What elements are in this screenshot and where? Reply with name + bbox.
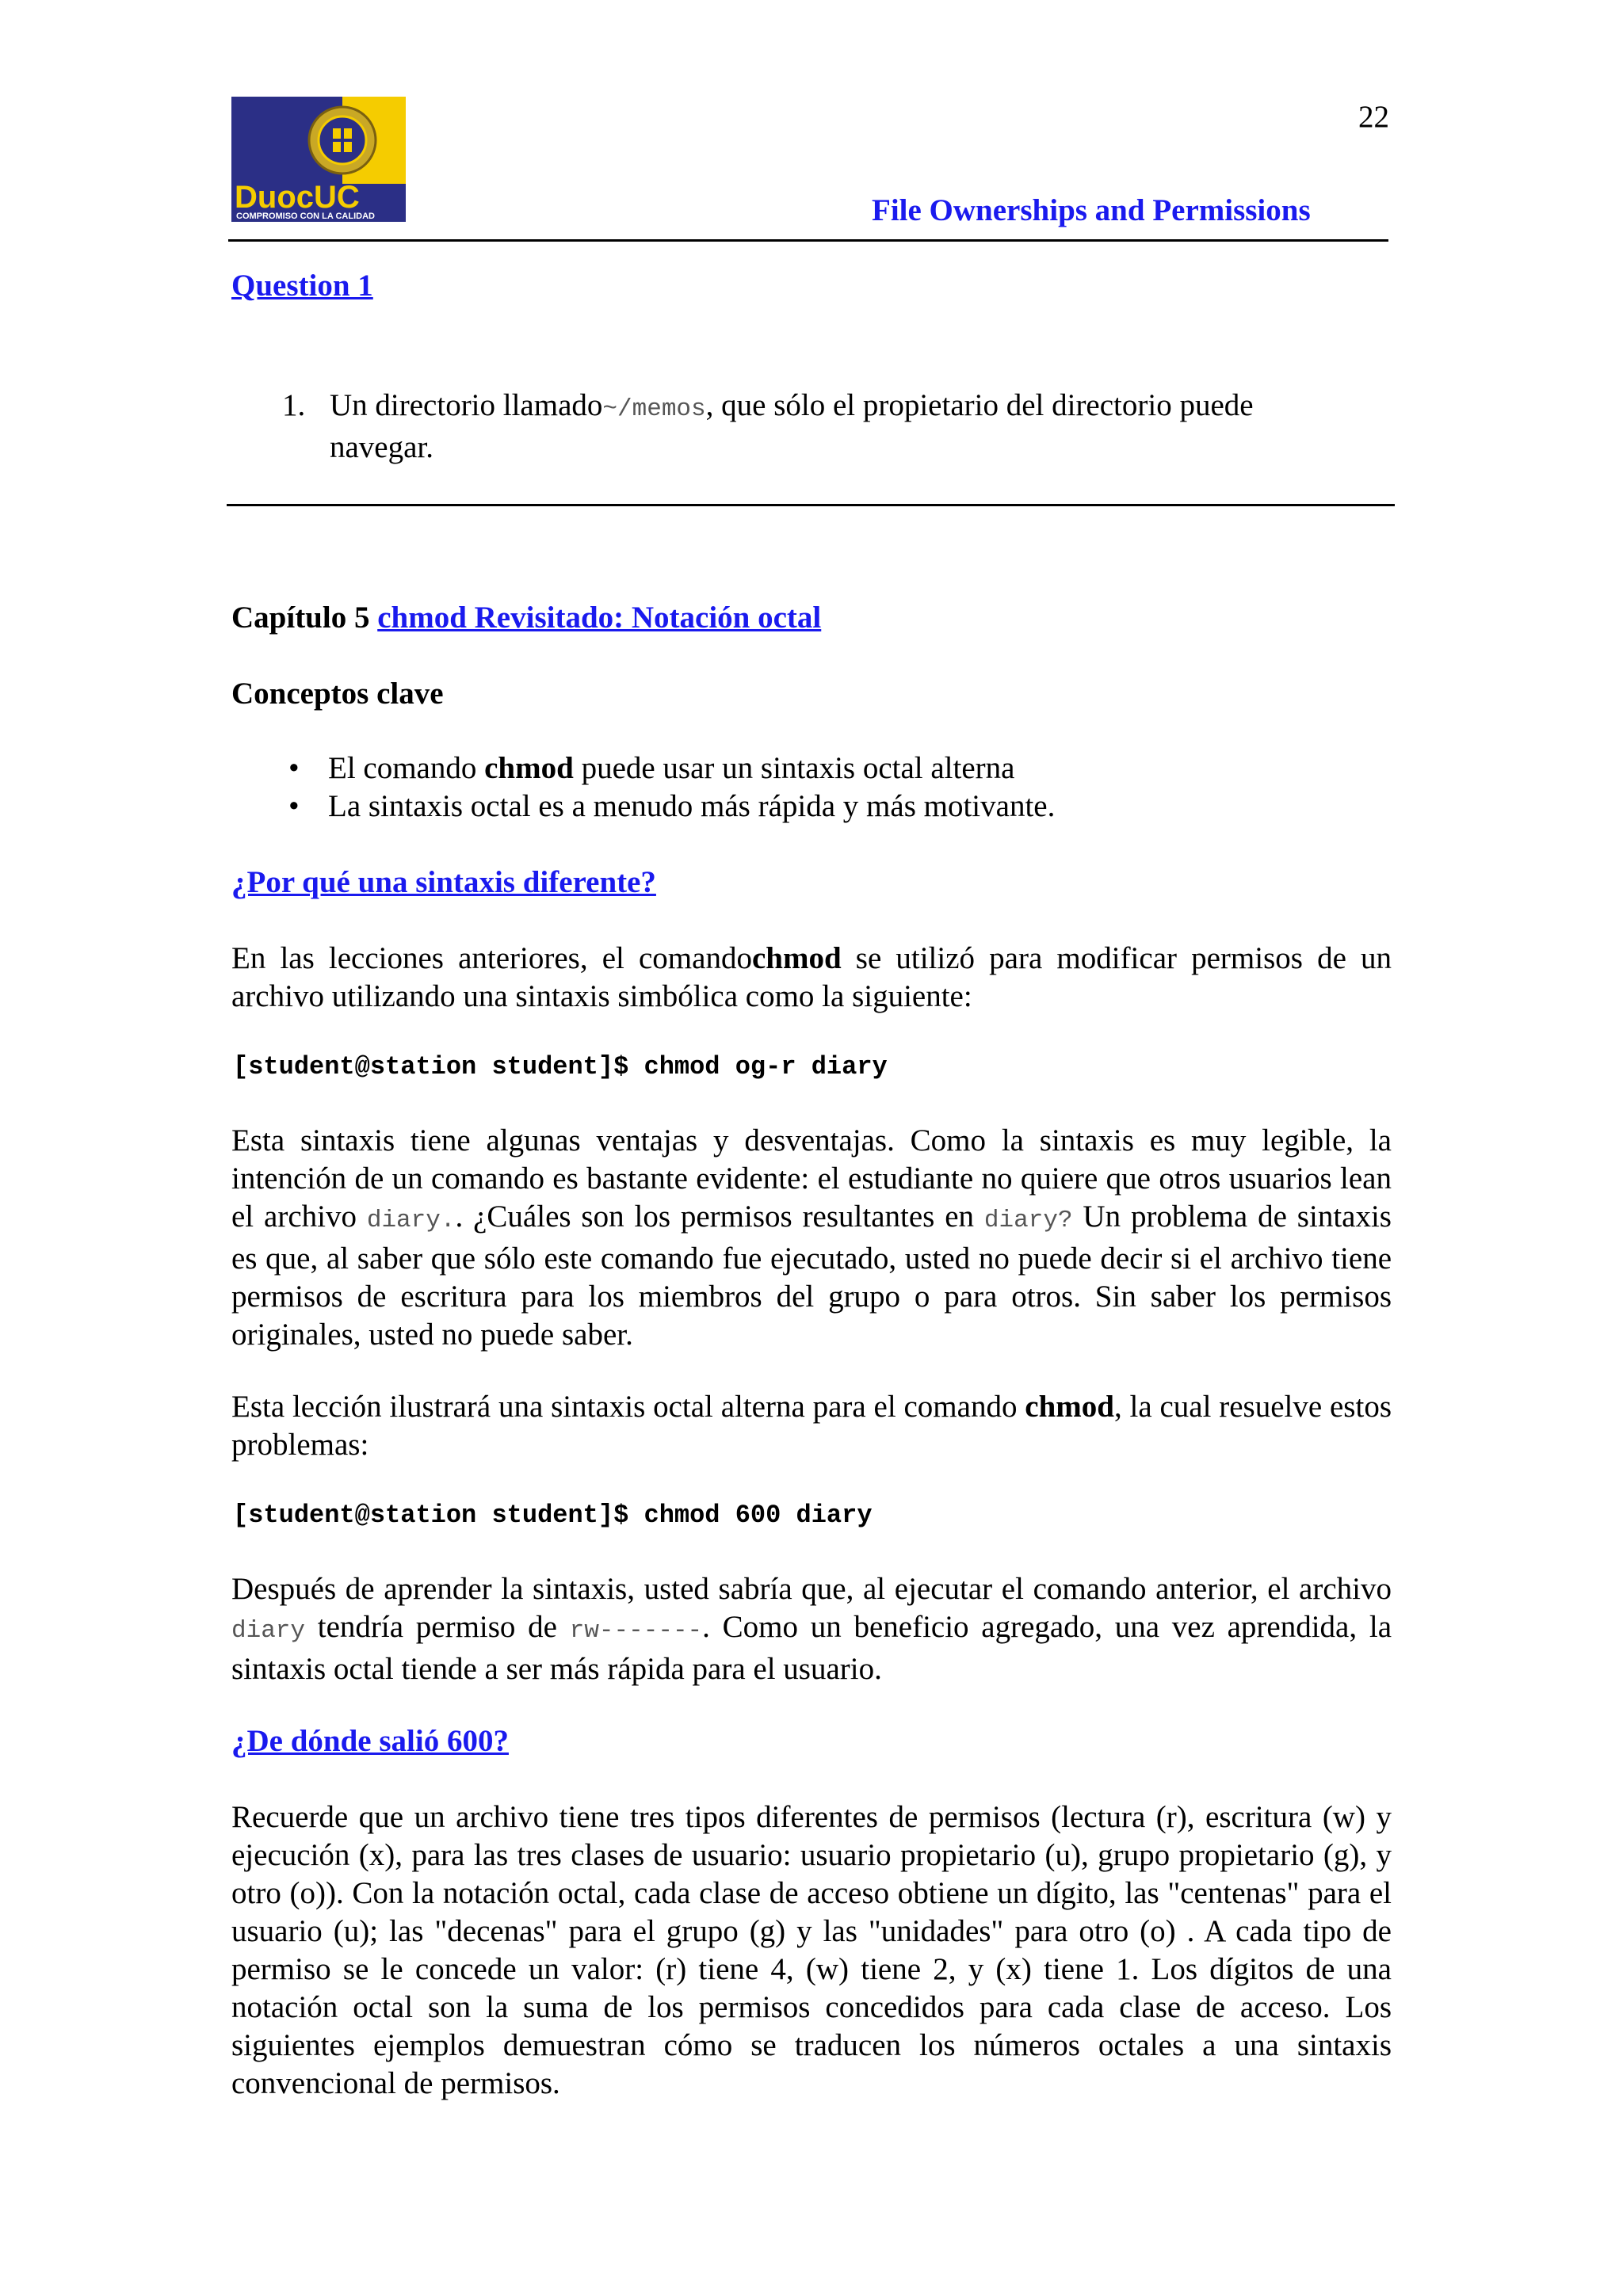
svg-text:DuocUC: DuocUC [235, 180, 360, 215]
paragraph-text: En las lecciones anteriores, el comando [231, 941, 752, 975]
paragraph [231, 1388, 1392, 1464]
command-line: [student@station student]$ chmod 600 diary [233, 1501, 873, 1530]
chapter-title-link[interactable]: chmod Revisitado: Notación octal [377, 601, 822, 635]
section-title: File Ownerships and Permissions [872, 193, 1311, 227]
paragraph-text: . ¿Cuáles son los permisos resultantes en [455, 1199, 984, 1234]
bullet-text: La sintaxis octal es a menudo más rápida y más motivante. [328, 789, 1056, 823]
paragraph [231, 940, 1392, 1016]
list-item [231, 749, 1388, 788]
question-text-part: Un directorio llamado [330, 388, 603, 422]
duoc-uc-logo [231, 97, 406, 222]
paragraph [231, 1122, 1392, 1354]
bullet-text: El comando [328, 751, 485, 785]
chapter-heading [231, 599, 821, 637]
paragraph-text: se utilizó para modificar permisos de un archivo utilizando una sintaxis simbólica como la siguiente: [231, 941, 1392, 1013]
question-item-text [330, 387, 1392, 467]
question-item-number: 1. [282, 388, 306, 422]
question-rule [227, 504, 1395, 506]
list-item [231, 788, 1388, 826]
header-rule [228, 239, 1388, 242]
question-1-link[interactable]: Question 1 [231, 269, 373, 303]
paragraph: Recuerde que un archivo tiene tres tipos diferentes de permisos (lectura (r), escritura (w) y ejecución (x), para las tres clases de usuario: usuario propietario (u), grupo propietario (g), y otro (o)). Con la notación octal, cada clase de acceso obtiene un dígito, las "centenas" para el usuario (u); las "decenas" para el grupo (g) y las "unidades" para otro (o) . A cada tipo de permiso se le concede un valor: (r) tiene 4, (w) tiene 2, y (x) tiene 1. Los dígitos de una notación octal son la suma de los permisos concedidos para cada clase de acceso. Los siguientes ejemplos demuestran cómo se traducen los números octales a una sintaxis convencional de permisos. [231, 1800, 1392, 2100]
logo-graphic [231, 97, 406, 222]
key-concepts-heading: Conceptos clave [231, 677, 444, 711]
page-number: 22 [1358, 100, 1389, 134]
paragraph-text: . Como un beneficio agregado, una vez aprendida, la sintaxis octal tiende a ser más rápida para el usuario. [231, 1610, 1392, 1686]
why-syntax-link[interactable]: ¿Por qué una sintaxis diferente? [231, 865, 656, 899]
paragraph-text: Esta lección ilustrará una sintaxis octal alterna para el comando [231, 1390, 1025, 1424]
chmod-bold: chmod [1025, 1390, 1114, 1424]
question-text-part: , que sólo el propietario del directorio puede [705, 388, 1254, 422]
svg-text:COMPROMISO CON LA CALIDAD: COMPROMISO CON LA CALIDAD [236, 212, 375, 221]
chapter-label: Capítulo 5 [231, 601, 370, 635]
paragraph-text: Un problema de sintaxis es que, al saber que sólo este comando fue ejecutado, usted no puede decir si el archivo tiene permisos de escritura para los miembros del grupo o para otros. Sin saber los permisos originales, usted no puede saber. [231, 1199, 1392, 1352]
paragraph [231, 1570, 1392, 1688]
command-line: [student@station student]$ chmod og-r diary [233, 1052, 888, 1081]
diary-code: diary? [983, 1207, 1073, 1234]
where-600-link[interactable]: ¿De dónde salió 600? [231, 1724, 509, 1758]
paragraph-text: Esta sintaxis tiene algunas ventajas y desventajas. Como la sintaxis es muy legible, la intención de un comando es bastante evidente: el estudiante no quiere que otros usuarios lean el archivo [231, 1123, 1392, 1234]
permission-code: rw------- [569, 1617, 703, 1645]
diary-code: diary [231, 1617, 306, 1645]
question-text-part: navegar. [330, 430, 434, 464]
bullet-text: puede usar un sintaxis octal alterna [573, 751, 1015, 785]
paragraph-text: , la cual resuelve estos problemas: [231, 1390, 1392, 1462]
diary-code: diary. [366, 1207, 456, 1234]
paragraph-text: Después de aprender la sintaxis, usted sabría que, al ejecutar el comando anterior, el archivo [231, 1572, 1392, 1606]
key-concepts-list [231, 749, 1388, 826]
chmod-bold: chmod [751, 941, 842, 975]
bullet-bold: chmod [484, 751, 574, 785]
memos-path: ~/memos [602, 395, 706, 423]
paragraph-text: tendría permiso de [305, 1610, 570, 1644]
